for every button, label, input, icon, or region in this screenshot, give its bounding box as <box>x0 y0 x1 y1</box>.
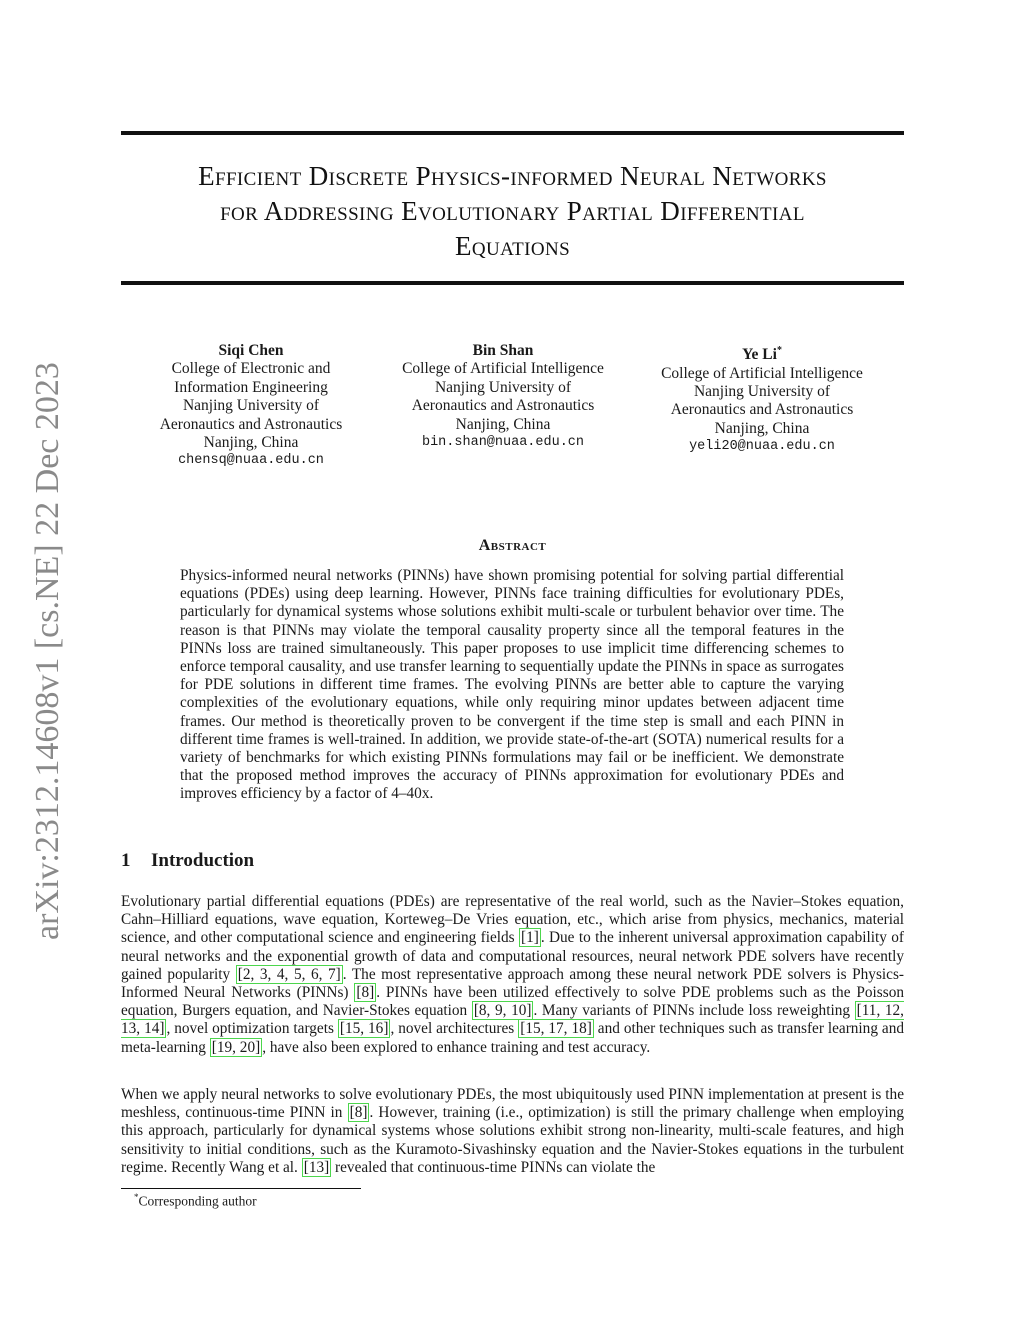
author-block <box>121 342 904 482</box>
paragraph-text <box>121 1086 904 1177</box>
abstract-heading: Abstract <box>478 537 547 554</box>
section-number: 1 <box>121 850 131 871</box>
text-run: . PINNs have been utilized effectively to solve PDE problems such as the Poisson equation, Burgers equation, and Navier-Stokes equation <box>121 984 904 1020</box>
citation-link[interactable]: [15, 16] <box>339 1020 389 1038</box>
section-heading-introduction <box>121 850 254 872</box>
text-run: . The most representative approach among these neural network PDE solvers is Physics-Informed Neural Networks (PINNs) <box>121 965 904 1002</box>
author-name: Siqi Chen <box>218 342 284 359</box>
text-run: Evolutionary partial differential equations (PDEs) are representative of the real world, such as the Navier–Stokes equation, Cahn–Hilliard equations, wave equation, Korteweg–De Vries equation, etc., which arise from physics, mechanics, material science, and other computational science and engineering fields <box>121 893 904 947</box>
footnote-text: Corresponding author <box>138 1193 257 1209</box>
citation-link[interactable]: [1] <box>520 929 539 947</box>
author-location: Nanjing, China <box>203 434 299 452</box>
title-line-2: for Addressing Evolutionary Partial Differential <box>220 196 805 226</box>
intro-paragraph-2 <box>121 1086 904 1177</box>
author-affiliation: Aeronautics and Astronautics <box>159 415 343 433</box>
author-affiliation: College of Electronic and <box>171 360 331 378</box>
title-top-rule <box>121 131 904 135</box>
author-email[interactable]: bin.shan@nuaa.edu.cn <box>421 435 585 451</box>
text-run: When we apply neural networks to solve evolutionary PDEs, the most ubiquitously used PINN implementation at present is the meshless, continuous-time PINN in <box>121 1086 904 1122</box>
arxiv-stamp <box>26 352 66 942</box>
section-title: Introduction <box>151 850 255 871</box>
paragraph-text <box>121 893 904 1057</box>
title-line-3: Equations <box>454 231 571 261</box>
footnote <box>134 1192 257 1210</box>
text-run: revealed that continuous-time PINNs can violate the <box>331 1158 656 1176</box>
author-email[interactable]: yeli20@nuaa.edu.cn <box>689 439 835 455</box>
footnote-mark: * <box>134 1192 139 1202</box>
citation-link[interactable]: [2, 3, 4, 5, 6, 7] <box>237 965 341 983</box>
author-name <box>642 342 882 365</box>
text-run: and other techniques such as transfer learning and meta-learning <box>121 1020 905 1056</box>
citation-link[interactable]: [15, 17, 18] <box>520 1020 592 1038</box>
paper-title <box>121 159 904 264</box>
author-affiliation: Nanjing University of <box>434 378 572 396</box>
text-run: , have also been explored to enhance training and test accuracy. <box>262 1038 651 1056</box>
author-ye-li <box>642 342 882 457</box>
author-affiliation: Aeronautics and Astronautics <box>670 401 854 419</box>
citation-link[interactable]: [8] <box>356 984 375 1002</box>
title-bottom-rule <box>121 281 904 285</box>
text-run: . However, training (i.e., optimization) is still the primary challenge when employing this approach, particularly for dynamical systems whose solutions exhibit strong non-linearity, multi-scale features, and high sensitivity to initial conditions, such as the Kuramoto-Sivashinsky equation and the Navier-Stokes equations in the turbulent regime. Recently Wang et al. <box>121 1104 904 1176</box>
corresponding-mark: * <box>776 345 782 356</box>
author-location: Nanjing, China <box>455 415 551 433</box>
author-location: Nanjing, China <box>714 419 810 437</box>
author-affiliation: Aeronautics and Astronautics <box>411 397 595 415</box>
text-run: . Many variants of PINNs include loss reweighting <box>533 1002 855 1020</box>
author-bin-shan <box>383 342 623 452</box>
abstract-paragraph: Physics-informed neural networks (PINNs) have shown promising potential for solving partial differential equations (PDEs) using deep learning. However, PINNs face training difficulties for evolutionary PDEs, particularly for dynamical systems whose solutions exhibit multi-scale or turbulent behavior over time. The reason is that PINNs may violate the temporal causality property since all the temporal features in the PINNs loss are trained simultaneously. This paper proposes to use implicit time differencing schemes to enforce temporal causality, and use transfer learning to sequentially update the PINNs in space as surrogates for PDE solutions in different time frames. The evolving PINNs are better able to capture the varying complexities of the evolutionary equations, while only requiring minor updates between adjacent time frames. Our method is theoretically proven to be convergent if the time step is small and each PINN in different time frames is well-trained. In addition, we provide state-of-the-art (SOTA) numerical results for a variety of benchmarks for which existing PINNs formulations may fail or be inefficient. We demonstrate that the proposed method improves the accuracy of PINNs approximation for evolutionary PDEs and improves efficiency by a factor of 4–40x. <box>180 567 844 803</box>
citation-link[interactable]: [8, 9, 10] <box>473 1002 532 1020</box>
text-run: , novel optimization targets <box>166 1020 338 1038</box>
arxiv-stamp-text: arXiv:2312.14608v1 [cs.NE] 22 Dec 2023 <box>29 362 66 940</box>
intro-paragraph-1 <box>121 893 904 1057</box>
author-affiliation: Nanjing University of <box>182 397 320 415</box>
author-name-text: Ye Li <box>742 346 777 364</box>
text-run: , novel architectures <box>390 1020 519 1038</box>
author-affiliation: College of Artificial Intelligence <box>402 360 604 378</box>
citation-link[interactable]: [13] <box>303 1158 330 1176</box>
text-run: . Due to the inherent universal approximation capability of neural networks and the exponential growth of data and computational resources, neural network PDE solvers have recently gained popularity <box>121 929 904 983</box>
citation-link[interactable]: [8] <box>349 1104 368 1122</box>
author-name: Bin Shan <box>472 342 534 359</box>
author-affiliation: Nanjing University of <box>693 382 831 400</box>
title-line-1: Efficient Discrete Physics-informed Neural Networks <box>198 161 827 191</box>
citation-link[interactable]: [11, 12, 13, 14] <box>121 1002 905 1038</box>
author-siqi-chen <box>131 342 371 471</box>
author-email[interactable]: chensq@nuaa.edu.cn <box>178 453 324 469</box>
abstract-body <box>180 567 844 804</box>
footnote-rule <box>121 1188 361 1189</box>
citation-link[interactable]: [19, 20] <box>211 1038 261 1056</box>
author-affiliation: Information Engineering <box>174 378 328 396</box>
author-affiliation: College of Artificial Intelligence <box>661 364 863 382</box>
